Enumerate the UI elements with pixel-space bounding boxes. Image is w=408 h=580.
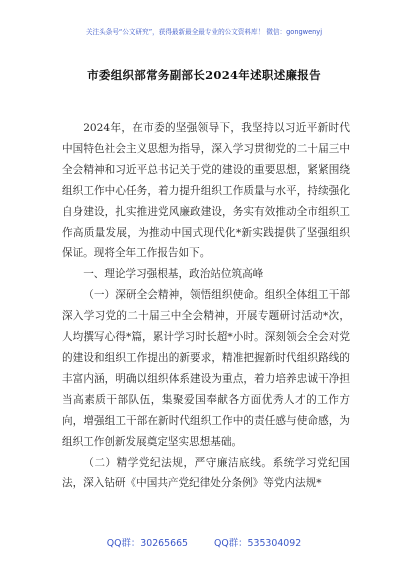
paragraph-intro: 2024年，在市委的坚强领导下，我坚持以习近平新时代中国特色社会主义思想为指导，深入学习贯彻党的二十届三中全会精神和习近平总书记关于党的建设的重要思想，紧紧围绕组织工作中心任务，着力提升组织工作质量与水平，持续强化自身建设，扎实推进党风廉政建设，务实有效推动全市组织工作高质量发展，为推动中国式现代化*新实践提供了坚强组织保证。现将全年工作报告如下。: [62, 122, 350, 260]
footer-qq-groups: [0, 535, 408, 549]
document-title: 市委组织部常务副部长2024年述职述廉报告: [87, 68, 321, 82]
qq-group-2: QQ群：535304092: [214, 538, 302, 549]
paragraph-subsection-2: （二）精学党纪法规，严守廉洁底线。系统学习党纪国法，深入钻研《中国共产党纪律处分条例》等党内法规*: [62, 456, 350, 490]
qq-group-1: QQ群：30265665: [106, 538, 189, 549]
section-heading: 一、理论学习强根基，政治站位筑高峰: [83, 268, 264, 281]
paragraph-subsection-1: （一）深研全会精神，领悟组织使命。组织全体组工干部深入学习党的二十届三中全会精神，开展专题研讨活动*次，人均撰写心得*篇，累计学习时长超*小时。深刻领会全会对党的建设和组织工作提出的新要求，精准把握新时代组织路线的丰富内涵，明确以组织体系建设为重点，着力培养忠诚干净担当高素质干部队伍，集聚爱国奉献各方面优秀人才的工作方向，增强组工干部在新时代组织工作中的责任感与使命感，为组织工作创新发展奠定坚实思想基础。: [62, 289, 350, 448]
header-banner: 关注头条号“公文研究”，获得最新最全最专业的公文资料库！ 微信：gongwenyj: [85, 28, 323, 36]
document-body: [62, 118, 350, 494]
